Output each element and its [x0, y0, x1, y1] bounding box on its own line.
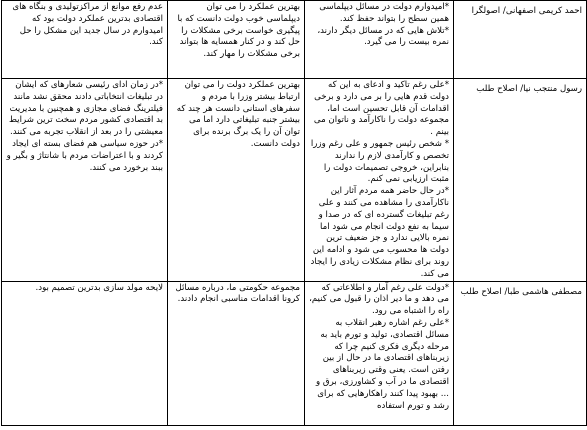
best-performance-text: بهترین عملکرد دولت را می توان ارتباط بیشتر وزرا با مردم و سفرهای استانی دانست هر چند که بیشتر جنبه تبلیغاتی دارد اما می توان آن را یک برگ برنده برای دولت دانست.: [173, 80, 300, 149]
evaluation-text: *علی رغم تاکید و ادعای به این که دولت قدم هایی را بر می دارد و برخی اقدامات آن قابل تحسین است اما، مجموعه دولت را ناکارآمد و ناتوان می بینم . * شخص رئیس جمهور و علی رغم وزرا تخصص و کارآمدی لازم را ندارند بنابراین، خروجی تصمیمات دولت را مثبت ارزیابی نمی کنم. *در حال حاضر همه مردم آثار این ناکارآمدی را مشاهده می کنند و علی رغم تبلیغات گسترده ای که در صدا و سیما به نفع دولت انجام می شود اما نمره بالایی ندارد و جز ضعیف ترین دولت ها محسوب می شود و ادامه این روند برای نظام مشکلات زیادی را ایجاد می کند.: [310, 80, 449, 279]
worst-performance-cell: [2, 79, 168, 282]
person-name-cell: [454, 79, 587, 282]
table-row: [2, 281, 587, 425]
best-performance-text: بهترین عملکرد را می توان دیپلماسی خوب دولت دانست که با پیگیری خواست برخی مشکلات را حل کند و در کنار همسایه ها بتواند برخی مشکلات را مهار کند.: [174, 2, 300, 60]
best-performance-text: مجموعه حکومتی ما، درباره مسائل کرونا اقدامات مناسبی انجام دادند.: [172, 282, 300, 305]
evaluation-cell: [305, 79, 454, 282]
person-name-cell: [454, 281, 587, 425]
evaluation-text: *دولت علی رغم آمار و اطلاعاتی که می دهد و ما دیر اذان را قبول می کنیم، راه را اشتباه می رود. *علی رغم اشاره رهبر انقلاب به مسائل اقتصادی، تولید و تورم باید به مرحله دیگری فکری کنیم چرا که زیربناهای اقتصادی ما در حال از بین رفتن است. یعنی وقتی زیربناهای اقتصادی ما در آب و کشاورزی، برق و ... بهبود پیدا کنند راهکارهایی که برای رشد و تورم استفاده: [309, 282, 449, 411]
best-performance-cell: [168, 79, 305, 282]
opinions-table: [1, 0, 587, 426]
worst-performance-text: لایحه مولد سازی بدترین تصمیم بود.: [35, 282, 163, 293]
person-name: رسول منتجب نیا/ اصلاح طلب: [476, 84, 582, 94]
person-name-cell: [454, 1, 587, 79]
evaluation-cell: [305, 1, 454, 79]
table-row: [2, 1, 587, 79]
worst-performance-text: *در زمان ادای رئیسی شعارهای که ایشان در تبلیغات انتخاباتی دادند محقق نشد مانند فیلترینگ فضای مجازی و همچنین با مدیریت بد اقتصادی کشور مردم سخت ترین شرایط معیشتی را در بعد از انقلاب تجربه می کنند. *در حوزه سیاسی هم فضای بسته ای ایجاد کردند و با اعتراضات مردم با شانتاژ و بگیر و ببند برخورد می کنند.: [6, 80, 163, 173]
person-name: مصطفی هاشمی طبا/ اصلاح طلب: [460, 286, 582, 297]
worst-performance-cell: [2, 1, 168, 79]
best-performance-cell: [168, 281, 305, 425]
worst-performance-cell: [2, 281, 168, 425]
worst-performance-text: عدم رفع موانع از مراکزتولیدی و بنگاه های اقتصادی بدترین عملکرد دولت بود که امیدوارم در سال جدید این مشکل را حل کند.: [9, 2, 163, 48]
evaluation-cell: [305, 281, 454, 425]
best-performance-cell: [168, 1, 305, 79]
evaluation-text: *امیدوارم دولت در مسائل دیپلماسی همین سطح را بتواند حفظ کند. *تلاش هایی که در مسائل دیگر دارند، نمره بیست را می گیرد.: [317, 2, 449, 48]
person-name: احمد کریمی اصفهانی/ اصولگرا: [471, 6, 582, 16]
table-row: [2, 79, 587, 282]
